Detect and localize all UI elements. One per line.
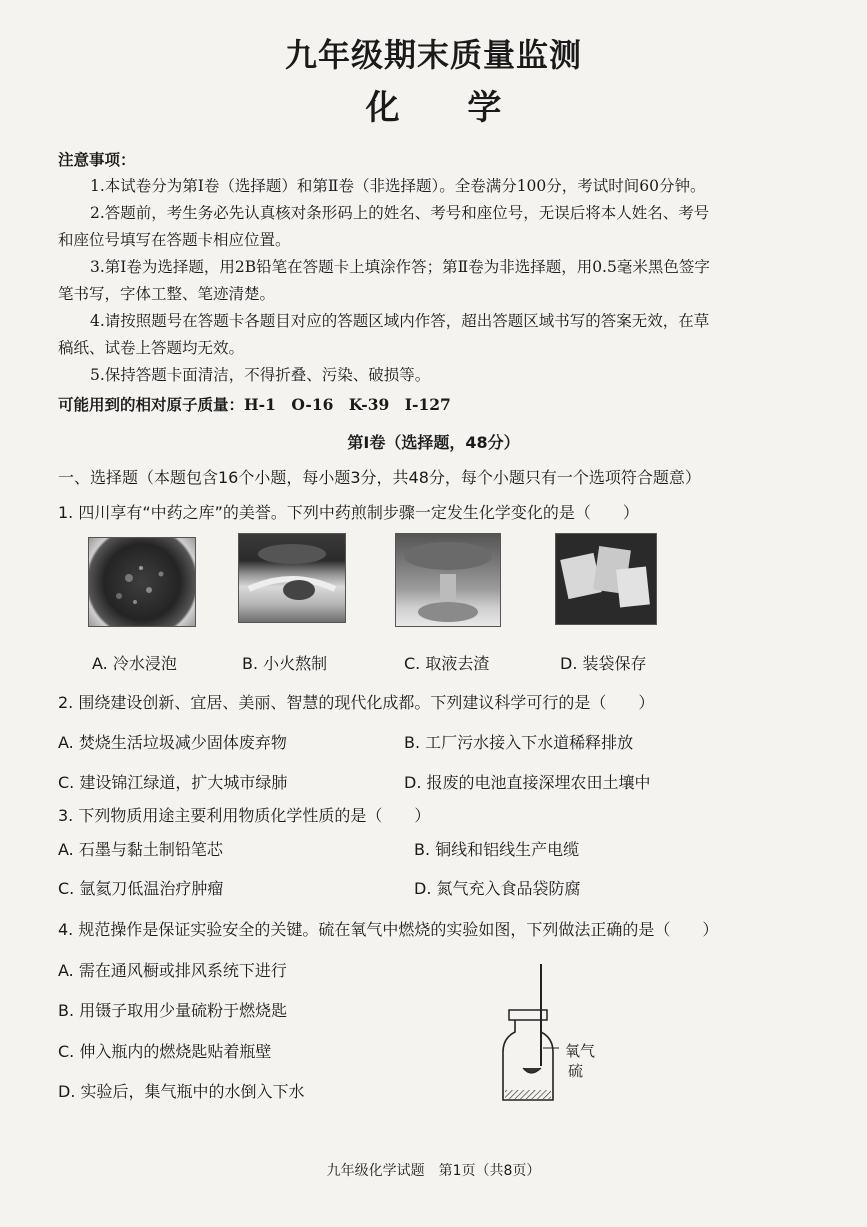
note-line: 笔书写，字体工整、笔迹清楚。 (58, 285, 276, 303)
note-line: 和座位号填写在答题卡相应位置。 (58, 231, 291, 249)
q2-option-c: C. 建设锦江绿道，扩大城市绿肺 (58, 773, 288, 792)
q4-stem: 4. 规范操作是保证实验安全的关键。硫在氧气中燃烧的实验如图，下列做法正确的是（ ） (58, 920, 719, 939)
bagged-medicine-image (556, 534, 656, 624)
q4-option-c: C. 伸入瓶内的燃烧匙贴着瓶壁 (58, 1042, 272, 1061)
q1-option-a: A. 冷水浸泡 (92, 654, 177, 673)
q1-stem: 1. 四川享有“中药之库”的美誉。下列中药煎制步骤一定发生化学变化的是（ ） (58, 503, 639, 522)
q1-photo-c (395, 533, 501, 627)
q2-option-b: B. 工厂污水接入下水道稀释排放 (404, 733, 634, 752)
page-footer: 九年级化学试题 第1页（共8页） (326, 1163, 541, 1179)
q1-option-d: D. 装袋保存 (560, 654, 647, 673)
note-line: 3.第Ⅰ卷为选择题，用2B铅笔在答题卡上填涂作答；第Ⅱ卷为非选择题，用0.5毫米黑色签字 (90, 258, 710, 276)
q2-stem: 2. 围绕建设创新、宜居、美丽、智慧的现代化成都。下列建议科学可行的是（ ） (58, 693, 655, 712)
q3-stem: 3. 下列物质用途主要利用物质化学性质的是（ ） (58, 806, 431, 825)
soaking-herbs-image (89, 538, 195, 626)
q1-photo-d (555, 533, 657, 625)
q3-option-d: D. 氮气充入食品袋防腐 (414, 879, 581, 898)
subject-title: 化 学 (365, 88, 530, 128)
note-line: 稿纸、试卷上答题均无效。 (58, 339, 245, 357)
q1-option-b: B. 小火熬制 (242, 654, 328, 673)
simmering-pot-image (239, 534, 345, 622)
q2-option-d: D. 报废的电池直接深埋农田土壤中 (404, 773, 651, 792)
section1-heading: 一、选择题（本题包含16个小题，每小题3分，共48分，每个小题只有一个选项符合题意） (58, 468, 701, 487)
q4-option-b: B. 用镊子取用少量硫粉于燃烧匙 (58, 1001, 288, 1020)
q1-photo-a (88, 537, 196, 627)
figure-label-sulfur: 硫 (568, 1062, 584, 1080)
strain-liquid-image (396, 534, 500, 626)
q1-photo-b (238, 533, 346, 623)
note-line: 4.请按照题号在答题卡各题目对应的答题区域内作答，超出答题区域书写的答案无效，在草 (90, 312, 710, 330)
note-line: 2.答题前，考生务必先认真核对条形码上的姓名、考号和座位号，无误后将本人姓名、考号 (90, 204, 710, 222)
figure-label-oxygen: 氧气 (565, 1042, 596, 1060)
q4-option-d: D. 实验后，集气瓶中的水倒入下水 (58, 1082, 305, 1101)
q3-option-b: B. 铜线和铝线生产电缆 (414, 840, 580, 859)
notes-heading: 注意事项： (58, 150, 136, 169)
exam-title: 九年级期末质量监测 (284, 36, 582, 74)
q3-option-a: A. 石墨与黏土制铅笔芯 (58, 840, 223, 859)
q1-option-c: C. 取液去渣 (404, 654, 490, 673)
q3-option-c: C. 氩氦刀低温治疗肿瘤 (58, 879, 224, 898)
sulfur-combustion-figure (495, 960, 565, 1106)
atomic-masses: 可能用到的相对原子质量：H-1 O-16 K-39 I-127 (58, 395, 451, 414)
note-line: 1.本试卷分为第Ⅰ卷（选择题）和第Ⅱ卷（非选择题）。全卷满分100分，考试时间60分钟。 (90, 177, 706, 195)
note-line: 5.保持答题卡面清洁，不得折叠、污染、破损等。 (90, 366, 431, 384)
part1-title: 第Ⅰ卷（选择题，48分） (347, 433, 520, 452)
q4-option-a: A. 需在通风橱或排风系统下进行 (58, 961, 287, 980)
q2-option-a: A. 焚烧生活垃圾减少固体废弃物 (58, 733, 287, 752)
